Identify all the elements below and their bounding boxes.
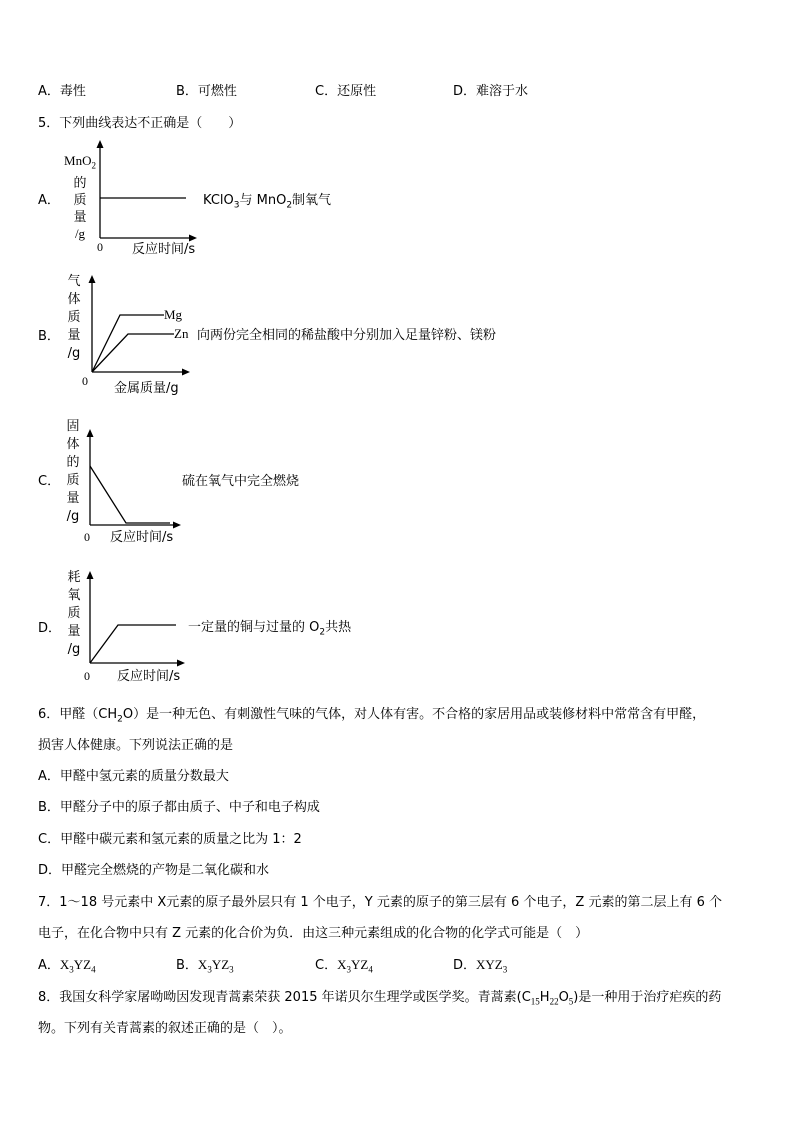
q4-option-d: D．难溶于水 [453, 84, 529, 99]
q7-formula-text: XYZ [476, 957, 503, 972]
q5b-ylabel-line: 气 [67, 274, 81, 289]
q5a-ylabel-line: 量 [73, 208, 87, 224]
q5d-ylabel-line: 耗 [67, 570, 81, 585]
q5a-ylabel-line: 的 [73, 174, 87, 190]
q5d-ylabel-line: 氧 [67, 588, 81, 603]
q8-stem-text: )是一种用于治疗疟疾的药 [573, 990, 722, 1005]
q6-stem-line1 [38, 707, 705, 728]
q4-option-b: B．可燃性 [176, 84, 237, 99]
q7-option-c [315, 957, 373, 978]
q4-option-a: A．毒性 [38, 84, 86, 99]
q7-option-label: D． [453, 958, 477, 973]
q6-option-d: D．甲醛完全燃烧的产物是二氧化碳和水 [38, 863, 270, 878]
q6-option-c: C．甲醛中碳元素和氢元素的质量之比为 1：2 [38, 832, 302, 847]
q8-formula-sub: 22 [549, 996, 559, 1007]
q5d-ylabel-line: /g [67, 642, 81, 657]
q6-stem-line2: 损害人体健康。下列说法正确的是 [38, 738, 234, 753]
q7-option-label: A． [38, 958, 60, 973]
q5d-chart [80, 566, 195, 676]
q7-formula-sub: 3 [207, 964, 212, 975]
q8-stem-line1 [38, 990, 721, 1010]
q5b-ylabel-line: 体 [67, 292, 81, 307]
q5c-ylabel-line: 的 [66, 455, 80, 470]
q5a-desc-text: 与 MnO [239, 193, 287, 208]
q8-formula-text: O [558, 990, 569, 1005]
q6-stem-sub: 2 [117, 714, 123, 725]
q5d-label: D． [38, 621, 62, 636]
q7-stem-line2: 电子，在化合物中只有 Z 元素的化合价为负．由这三种元素组成的化合物的化学式可能是（ ） [38, 926, 589, 941]
q5a-ylabel-line: MnO [64, 153, 92, 168]
q5d-x-arrow [177, 660, 185, 667]
q8-formula-sub: 15 [530, 996, 540, 1007]
q7-formula-sub: 4 [368, 964, 373, 975]
q5d-desc-sub: 2 [319, 627, 326, 638]
q5d-xlabel: 反应时间/s [117, 669, 181, 684]
q5d-ylabel-line: 量 [67, 624, 81, 639]
q5b-label: B． [38, 329, 60, 344]
q5c-ylabel-line: 量 [66, 491, 80, 506]
q7-formula-sub: 3 [229, 964, 234, 975]
q7-formula-sub: 3 [346, 964, 351, 975]
q7-option-b [176, 957, 234, 978]
q5c-y-arrow [87, 429, 94, 437]
q5b-ylabel-line: /g [67, 346, 81, 361]
q5c-ylabel-line: 体 [66, 437, 80, 452]
q5c-curve [90, 466, 170, 523]
q5b-ylabel-line: 质 [67, 310, 81, 325]
q5c-ylabel-line: 质 [66, 473, 80, 488]
q5b-series-mg: Mg [164, 307, 183, 322]
q5a-desc [203, 193, 331, 214]
q5c-origin: 0 [84, 530, 90, 544]
q5a-ylabel-sub: 2 [91, 160, 96, 171]
q5d-origin: 0 [84, 669, 90, 683]
q5a-desc-sub: 3 [233, 200, 240, 211]
q5c-desc: 硫在氧气中完全燃烧 [182, 474, 300, 489]
q5a-label: A． [38, 193, 60, 208]
q5b-origin: 0 [82, 374, 88, 388]
q5b-desc: 向两份完全相同的稀盐酸中分别加入足量锌粉、镁粉 [197, 328, 497, 343]
q5b-chart [82, 270, 202, 380]
q5d-desc-text: 一定量的铜与过量的 O [188, 620, 320, 635]
q7-formula-text: X [337, 957, 347, 972]
q5c-xlabel: 反应时间/s [110, 530, 174, 545]
q5d-desc [188, 620, 351, 641]
q6-option-a: A．甲醛中氢元素的质量分数最大 [38, 769, 229, 784]
q6-stem-text: 6．甲醛（CH [38, 707, 118, 722]
q5a-origin: 0 [97, 240, 103, 254]
q5c-ylabel-line: 固 [66, 419, 80, 434]
q5a-ylabel-line: 质 [73, 191, 87, 207]
q5b-xlabel: 金属质量/g [114, 381, 179, 396]
q5d-ylabel-line: 质 [67, 606, 81, 621]
q7-option-a [38, 957, 96, 978]
q5c-chart [80, 424, 190, 534]
q5a-desc-text: 制氧气 [292, 193, 332, 208]
q5a-desc-text: KClO [203, 193, 234, 208]
q7-formula-sub: 3 [502, 964, 508, 975]
q7-formula-text: YZ [73, 957, 92, 972]
q7-formula-sub: 4 [91, 964, 96, 975]
q5-stem: 5．下列曲线表达不正确是（ ） [38, 116, 242, 131]
q6-option-b: B．甲醛分子中的原子都由质子、中子和电子构成 [38, 800, 320, 815]
q5c-ylabel-line: /g [66, 509, 80, 524]
q7-option-label: B． [176, 958, 198, 973]
q5b-y-arrow [89, 275, 96, 283]
q5c-x-arrow [173, 522, 181, 529]
q7-formula-text: X [59, 957, 70, 972]
q5b-series-zn: Zn [174, 326, 189, 341]
q5b-curve-zn [92, 334, 174, 372]
q8-stem-text: 8．我国女科学家屠呦呦因发现青蒿素荣获 2015 年诺贝尔生理学或医学奖。青蒿素(C [38, 990, 531, 1005]
q7-formula-text: YZ [350, 957, 369, 972]
q5a-y-arrow [97, 140, 104, 148]
q7-formula-text: YZ [211, 957, 230, 972]
q6-stem-text: O）是一种无色、有刺激性气味的气体，对人体有害。不合格的家居用品或装修材料中常常含有甲醛， [122, 707, 706, 722]
q5b-ylabel-line: 量 [67, 328, 81, 343]
q5a-desc-sub: 2 [286, 200, 293, 211]
q7-formula-sub: 3 [69, 964, 74, 975]
q7-formula-text: X [197, 957, 208, 972]
q7-option-d [453, 957, 507, 978]
q5d-desc-text: 共热 [325, 620, 352, 635]
q5a-chart [90, 138, 200, 248]
q5c-label: C． [38, 474, 61, 489]
q8-stem-line2: 物。下列有关青蒿素的叙述正确的是（ ）。 [38, 1021, 292, 1036]
q5d-y-arrow [87, 571, 94, 579]
q5a-x-arrow [189, 235, 197, 242]
q8-formula-text: H [539, 990, 550, 1005]
q5a-xlabel: 反应时间/s [132, 242, 196, 257]
q5b-x-arrow [182, 369, 190, 376]
q4-option-c: C．还原性 [315, 84, 377, 99]
q7-stem-line1: 7．1～18 号元素中 X元素的原子最外层只有 1 个电子，Y 元素的原子的第三层有 6 个电子，Z 元素的第二层上有 6 个 [38, 895, 722, 910]
q5b-curve-mg [92, 315, 164, 372]
q5d-curve [90, 625, 176, 663]
q8-formula-sub: 5 [568, 996, 574, 1007]
q7-option-label: C． [315, 958, 338, 973]
q5a-ylabel-line: /g [74, 225, 86, 241]
